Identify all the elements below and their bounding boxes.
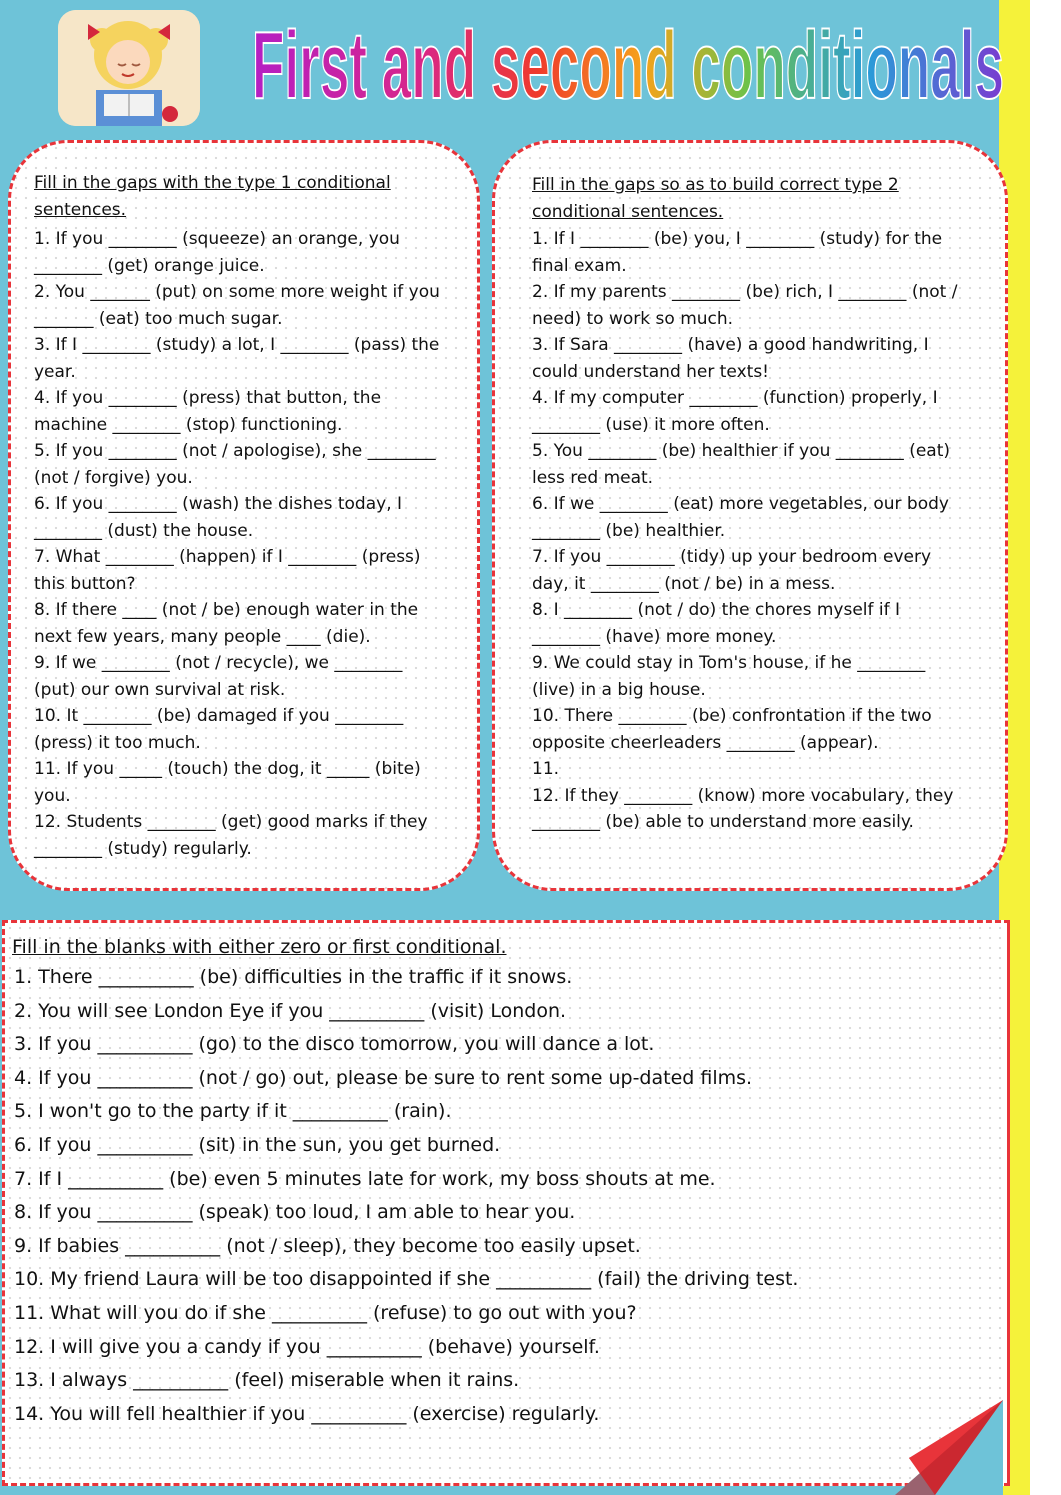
zero-first-instruction: Fill in the blanks with either zero or first conditional. [12,936,507,958]
type1-item-3: 3. If I ________ (study) a lot, I ________ (pass) the year. [34,335,440,382]
type1-item-4: 4. If you ________ (press) that button, the machine ________ (stop) functioning. [34,388,382,435]
type1-item-10: 10. It ________ (be) damaged if you ________ (press) it too much. [34,706,404,753]
type1-instruction: Fill in the gaps with the type 1 conditional sentences. [34,173,391,220]
zero-first-item-14: 14. You will fell healthier if you __________ (exercise) regularly. [14,1402,600,1425]
zero-first-item-13: 13. I always __________ (feel) miserable when it rains. [14,1369,520,1392]
type2-item-9: 9. We could stay in Tom's house, if he ________ (live) in a big house. [532,653,926,700]
zero-first-item-9: 9. If babies __________ (not / sleep), they become too easily upset. [14,1234,641,1257]
type2-item-6: 6. If we ________ (eat) more vegetables, our body ________ (be) healthier. [532,494,949,541]
page-curl-decoration [895,1398,1005,1495]
type2-exercise-list [532,226,972,863]
zero-first-item-12: 12. I will give you a candy if you __________ (behave) yourself. [14,1335,600,1358]
type1-item-6: 6. If you ________ (wash) the dishes today, I ________ (dust) the house. [34,494,403,541]
type1-item-11: 11. If you _____ (touch) the dog, it _____ (bite) you. [34,759,421,806]
type1-item-9: 9. If we ________ (not / recycle), we ________ (put) our own survival at risk. [34,653,403,700]
type1-item-1: 1. If you ________ (squeeze) an orange, you ________ (get) orange juice. [34,229,400,276]
type2-item-11: 11. [532,759,560,779]
zero-first-exercise-list [14,966,798,1436]
type2-item-3: 3. If Sara ________ (have) a good handwriting, I could understand her texts! [532,335,929,382]
type2-instruction: Fill in the gaps so as to build correct type 2 conditional sentences. [532,175,899,222]
type2-item-5: 5. You ________ (be) healthier if you ________ (eat) less red meat. [532,441,951,488]
title-text: First and second conditionals [252,12,1004,116]
zero-first-item-10: 10. My friend Laura will be too disappointed if she __________ (fail) the driving test. [14,1268,799,1291]
zero-first-item-6: 6. If you __________ (sit) in the sun, you get burned. [14,1133,501,1156]
zero-first-item-3: 3. If you __________ (go) to the disco tomorrow, you will dance a lot. [14,1033,655,1056]
type1-item-2: 2. You _______ (put) on some more weight if you _______ (eat) too much sugar. [34,282,440,329]
type1-item-12: 12. Students ________ (get) good marks if they ________ (study) regularly. [34,812,428,859]
zero-first-item-1: 1. There __________ (be) difficulties in the traffic if it snows. [14,966,573,988]
type2-item-7: 7. If you ________ (tidy) up your bedroom every day, it ________ (not / be) in a mess. [532,547,932,594]
type1-item-8: 8. If there ____ (not / be) enough water in the next few years, many people ____ (die). [34,600,419,647]
type2-item-2: 2. If my parents ________ (be) rich, I ________ (not / need) to work so much. [532,282,958,329]
type2-item-1: 1. If I ________ (be) you, I ________ (study) for the final exam. [532,229,943,276]
zero-first-item-5: 5. I won't go to the party if it __________ (rain). [14,1100,452,1123]
zero-first-item-7: 7. If I __________ (be) even 5 minutes late for work, my boss shouts at me. [14,1167,716,1190]
zero-first-item-2: 2. You will see London Eye if you __________ (visit) London. [14,999,567,1022]
page-title [250,6,1010,116]
type2-item-4: 4. If my computer ________ (function) properly, I ________ (use) it more often. [532,388,938,435]
type1-exercise-list [34,226,446,862]
type1-item-5: 5. If you ________ (not / apologise), she ________ (not / forgive) you. [34,441,436,488]
type2-item-12: 12. If they ________ (know) more vocabulary, they ________ (be) able to understand more easily. [532,785,954,832]
zero-first-item-8: 8. If you __________ (speak) too loud, I am able to hear you. [14,1201,576,1224]
zero-first-item-11: 11. What will you do if she __________ (refuse) to go out with you? [14,1301,637,1324]
type2-item-8: 8. I ________ (not / do) the chores myself if I ________ (have) more money. [532,600,901,647]
girl-reading-illustration [58,10,200,126]
type1-item-7: 7. What ________ (happen) if I ________ (press) this button? [34,547,421,594]
type2-item-10: 10. There ________ (be) confrontation if the two opposite cheerleaders ________ (appear). [532,706,932,753]
zero-first-item-4: 4. If you __________ (not / go) out, please be sure to rent some up-dated films. [14,1066,753,1089]
